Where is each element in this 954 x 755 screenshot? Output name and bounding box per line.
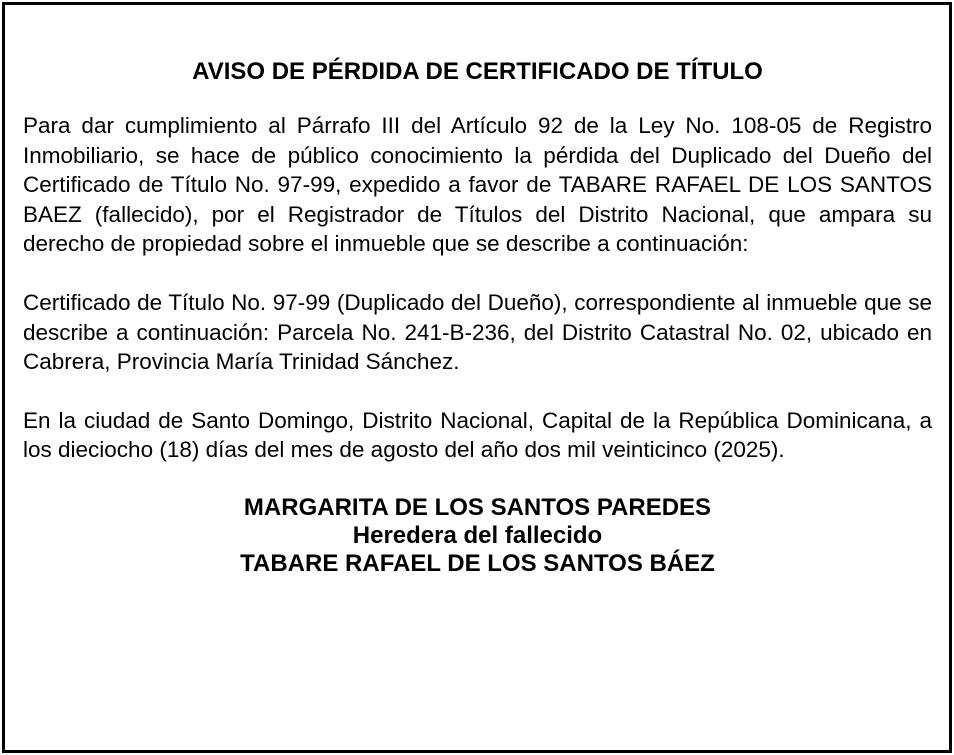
signature-deceased-name: TABARE RAFAEL DE LOS SANTOS BÁEZ: [240, 549, 715, 577]
signature-role: Heredera del fallecido: [352, 521, 603, 549]
signature-block: [23, 494, 932, 578]
notice-paragraph-property-description: Certificado de Título No. 97-99 (Duplicado del Dueño), correspondiente al inmueble que se describe a continuación: Parcela No. 241-B-236, del Distrito Catastral No. 02, ubicado en Cabrera, Provincia María Trinidad Sánchez.: [23, 289, 932, 375]
notice-content: [23, 55, 932, 578]
notice-paragraph-date-place: En la ciudad de Santo Domingo, Distrito Nacional, Capital de la República Dominicana, a los dieciocho (18) días del mes de agosto del año dos mil veinticinco (2025).: [23, 407, 932, 463]
notice-paragraph-legal-basis: Para dar cumplimiento al Párrafo III del Artículo 92 de la Ley No. 108-05 de Registro Inmobiliario, se hace de público conocimiento la pérdida del Duplicado del Dueño del Certificado de Título No. 97-99, expedido a favor de TABARE RAFAEL DE LOS SANTOS BAEZ (fallecido), por el Registrador de Títulos del Distrito Nacional, que ampara su derecho de propiedad sobre el inmueble que se describe a continuación:: [23, 113, 932, 257]
signature-name: MARGARITA DE LOS SANTOS PAREDES: [243, 493, 712, 521]
notice-frame: [2, 2, 952, 753]
notice-title: AVISO DE PÉRDIDA DE CERTIFICADO DE TÍTULO: [192, 58, 763, 85]
